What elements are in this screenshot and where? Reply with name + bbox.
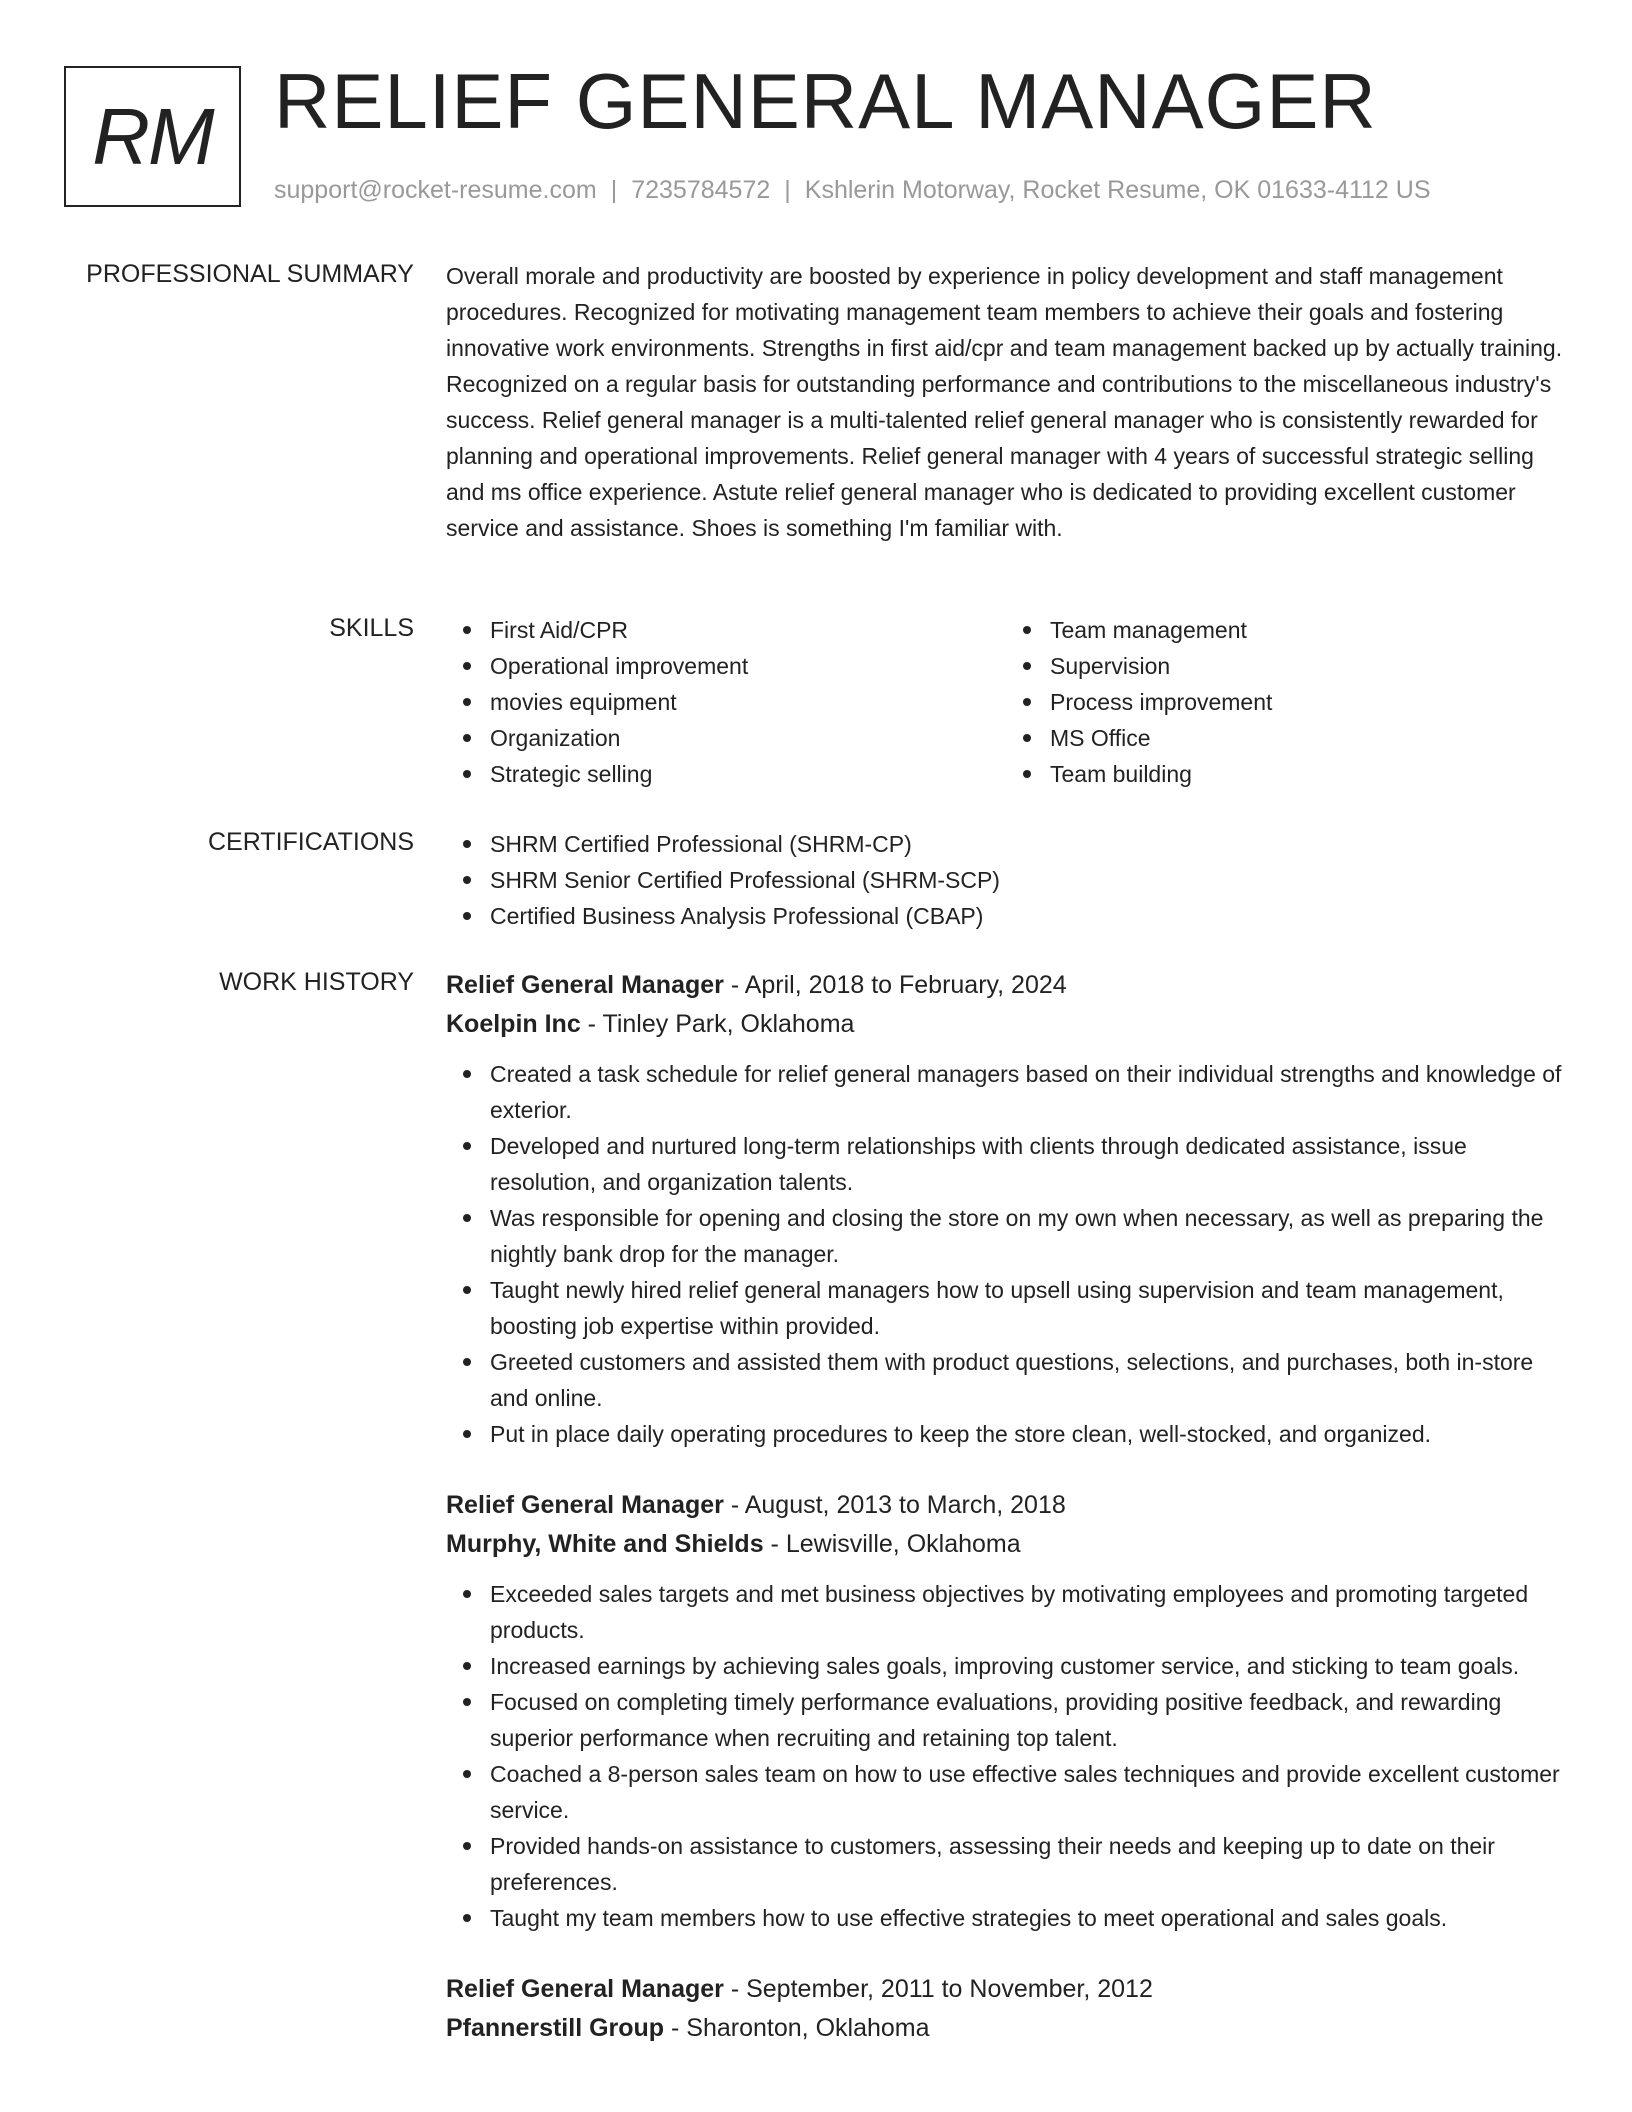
job-duty: Coached a 8-person sales team on how to use effective sales techniques and provide excellent customer service. [490,1756,1566,1828]
skill-item: Operational improvement [490,648,1006,684]
contact-phone: 7235784572 [631,176,771,204]
job-title: Relief General Manager [446,971,724,999]
skills-body [446,612,1566,792]
job-entry [446,1486,1566,1936]
job-duty: Was responsible for opening and closing the store on my own when necessary, as well as preparing the nightly bank drop for the manager. [490,1200,1566,1272]
job-duty: Taught newly hired relief general managers how to upsell using supervision and team management, boosting job expertise within provided. [490,1272,1566,1344]
skills-grid [446,612,1566,792]
skill-item: movies equipment [490,684,1006,720]
job-company: Koelpin Inc [446,1010,581,1038]
job-duty: Increased earnings by achieving sales goals, improving customer service, and sticking to team goals. [490,1648,1566,1684]
job-company-line [446,1525,1566,1564]
certification-item: SHRM Senior Certified Professional (SHRM-SCP) [490,862,1566,898]
job-duty: Focused on completing timely performance evaluations, providing positive feedback, and rewarding superior performance when recruiting and retaining top talent. [490,1684,1566,1756]
skills-list-left [446,612,1006,792]
skill-item: Supervision [1050,648,1566,684]
skill-item: MS Office [1050,720,1566,756]
contact-separator: | [610,176,618,204]
skill-item: Process improvement [1050,684,1566,720]
job-location: - Tinley Park, Oklahoma [580,1010,855,1038]
job-dates: - August, 2013 to March, 2018 [723,1491,1066,1519]
skill-item: Organization [490,720,1006,756]
job-dates: - September, 2011 to November, 2012 [723,1975,1153,2003]
job-duties-list [446,1056,1566,1452]
job-title-line [446,966,1566,1005]
job-duties-list [446,1576,1566,1936]
resume-title: RELIEF GENERAL MANAGER [274,57,1377,145]
skill-item: Strategic selling [490,756,1006,792]
work-history-body [446,966,1566,2082]
job-location: - Sharonton, Oklahoma [664,2014,930,2042]
monogram-logo: RM [64,66,241,207]
skill-item: First Aid/CPR [490,612,1006,648]
job-title: Relief General Manager [446,1975,724,2003]
job-duty: Provided hands-on assistance to customers, assessing their needs and keeping up to date on their preferences. [490,1828,1566,1900]
certification-item: SHRM Certified Professional (SHRM-CP) [490,826,1566,862]
job-company: Pfannerstill Group [446,2014,665,2042]
job-duty: Put in place daily operating procedures to keep the store clean, well-stocked, and organized. [490,1416,1566,1452]
job-duty: Created a task schedule for relief general managers based on their individual strengths and knowledge of exterior. [490,1056,1566,1128]
job-title-line [446,1970,1566,2009]
job-duty: Greeted customers and assisted them with product questions, selections, and purchases, both in-store and online. [490,1344,1566,1416]
job-duty: Exceeded sales targets and met business objectives by motivating employees and promoting targeted products. [490,1576,1566,1648]
work-history-heading: WORK HISTORY [219,968,414,996]
certifications-heading: CERTIFICATIONS [207,828,414,856]
job-title-line [446,1486,1566,1525]
skills-list-right [1006,612,1566,792]
contact-email: support@rocket-resume.com [274,176,597,204]
job-company: Murphy, White and Shields [446,1530,764,1558]
skill-item: Team management [1050,612,1566,648]
summary-heading: PROFESSIONAL SUMMARY [86,260,414,288]
skills-heading: SKILLS [329,614,414,642]
job-title: Relief General Manager [446,1491,724,1519]
summary-body [446,258,1566,546]
job-location: - Lewisville, Oklahoma [763,1530,1021,1558]
certifications-body [446,826,1566,934]
job-entry [446,1970,1566,2048]
contact-line [274,175,1431,205]
contact-separator: | [784,176,791,204]
job-company-line [446,2009,1566,2048]
job-company-line [446,1005,1566,1044]
job-dates: - April, 2018 to February, 2024 [723,971,1067,999]
summary-text: Overall morale and productivity are boosted by experience in policy development and staff management procedures. Recognized for motivating management team members to achieve their goals and fostering innovative work environments. Strengths in first aid/cpr and team management backed up by actually training. Recognized on a regular basis for outstanding performance and contributions to the miscellaneous industry's success. Relief general manager is a multi-talented relief general manager who is consistently rewarded for planning and operational improvements. Relief general manager with 4 years of successful strategic selling and ms office experience. Astute relief general manager who is dedicated to providing excellent customer service and assistance. Shoes is something I'm familiar with. [446,263,1563,541]
job-duty: Developed and nurtured long-term relationships with clients through dedicated assistance, issue resolution, and organization talents. [490,1128,1566,1200]
skill-item: Team building [1050,756,1566,792]
certifications-list [446,826,1566,934]
job-entry [446,966,1566,1452]
job-duty: Taught my team members how to use effective strategies to meet operational and sales goals. [490,1900,1566,1936]
certification-item: Certified Business Analysis Professional (CBAP) [490,898,1566,934]
contact-address: Kshlerin Motorway, Rocket Resume, OK 01633-4112 US [804,176,1431,204]
